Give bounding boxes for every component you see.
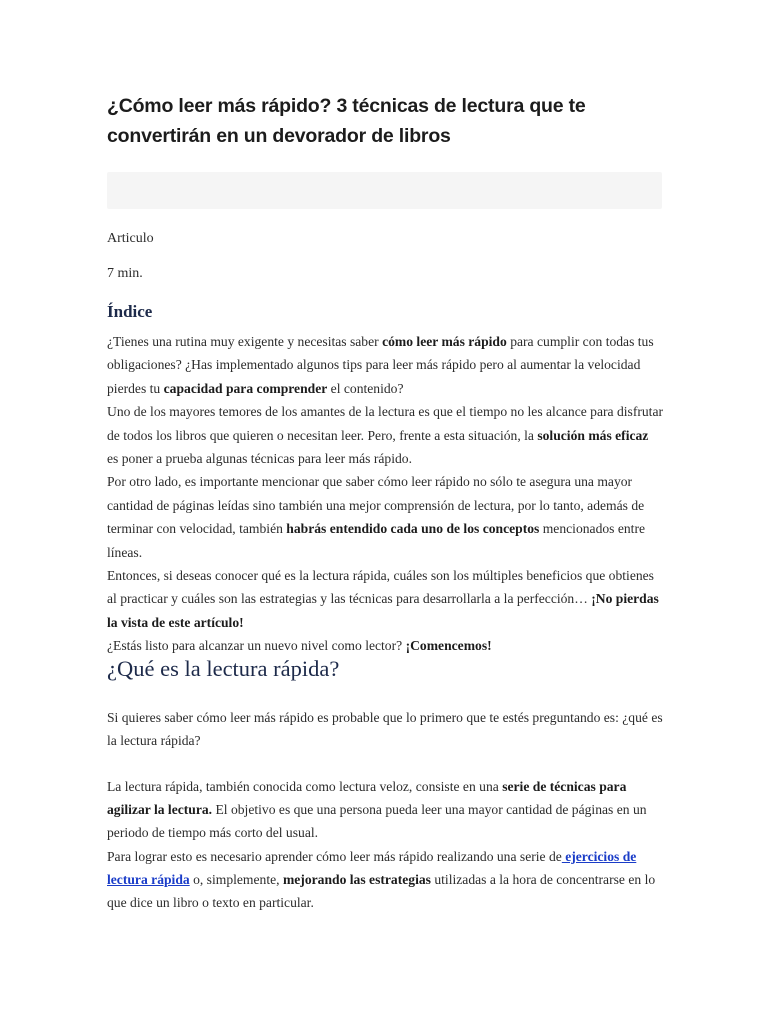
section-heading: ¿Qué es la lectura rápida? xyxy=(107,656,340,681)
text-span: utilizadas a la hora de concentrarse en lo que dice un libro o texto en particular. xyxy=(107,871,656,911)
section-intro xyxy=(107,706,663,752)
text-span: La lectura rápida, también conocida como lectura veloz, consiste en una xyxy=(107,779,503,794)
intro-paragraph xyxy=(107,400,663,470)
article-title: ¿Cómo leer más rápido? 3 técnicas de lectura que te convertirán en un devorador de libros xyxy=(107,95,586,147)
section-paragraph xyxy=(107,845,663,915)
text-span: ¿Estás listo para alcanzar un nuevo nivel como lector? xyxy=(107,638,406,654)
bold-span: ¡No pierdas la vista de este artículo! xyxy=(107,591,659,630)
bold-span: capacidad para comprender xyxy=(163,380,328,396)
index-heading: Índice xyxy=(107,302,153,321)
text-span: Entonces, si deseas conocer qué es la lectura rápida, cuáles son los múltiples beneficios que obtienes al practicar y cuáles son las estrategias y las técnicas para desarrollarla a la perfección… xyxy=(107,568,654,607)
text-span: o, simplemente, xyxy=(189,871,283,887)
bold-span: solución más eficaz xyxy=(537,427,649,443)
text-span: Para lograr esto es necesario aprender cómo leer más rápido realizando una serie de xyxy=(107,848,562,864)
bold-span: mejorando las estrategias xyxy=(282,871,431,887)
bold-span: serie de técnicas para agilizar la lectura. xyxy=(107,779,627,818)
intro-paragraph xyxy=(107,330,663,400)
text-span: Por otro lado, es importante mencionar que saber cómo leer rápido no sólo te asegura una mayor cantidad de páginas leídas sino también una mejor comprensión de lectura, por lo tanto, además de terminar con velocidad, también xyxy=(107,474,645,537)
article-type: Articulo xyxy=(107,231,154,246)
section-paragraph xyxy=(107,775,663,845)
intro-paragraph xyxy=(107,564,663,634)
placeholder-banner xyxy=(107,172,662,209)
text-span: es poner a prueba algunas técnicas para leer más rápido. xyxy=(107,451,412,467)
text-span: el contenido? xyxy=(327,380,404,396)
text-span: para cumplir con todas tus obligaciones? ¿Has implementado algunos tips para leer más rápido pero al aumentar la velocidad pierdes tu xyxy=(107,334,654,396)
intro-text xyxy=(107,330,663,658)
text-span: ¿Tienes una rutina muy exigente y necesitas saber xyxy=(107,334,383,349)
text-span: mencionados entre líneas. xyxy=(107,521,646,560)
bold-span: habrás entendido cada uno de los conceptos xyxy=(286,521,540,537)
intro-paragraph xyxy=(107,470,663,564)
speed-reading-exercises-link[interactable]: ejercicios de lectura rápida xyxy=(107,848,637,887)
section-body xyxy=(107,775,663,914)
bold-span: cómo leer más rápido xyxy=(382,334,507,349)
bold-span: ¡Comencemos! xyxy=(405,638,492,654)
read-time: 7 min. xyxy=(107,266,143,281)
section-paragraph: Si quieres saber cómo leer más rápido es probable que lo primero que te estés preguntando es: ¿qué es la lectura rápida? xyxy=(107,710,663,749)
text-span: Uno de los mayores temores de los amantes de la lectura es que el tiempo no les alcance para disfrutar de todos los libros que quieren o necesitan leer. Pero, frente a esta situación, la xyxy=(107,404,664,443)
text-span: El objetivo es que una persona pueda leer una mayor cantidad de páginas en un periodo de tiempo más corto del usual. xyxy=(107,802,647,841)
